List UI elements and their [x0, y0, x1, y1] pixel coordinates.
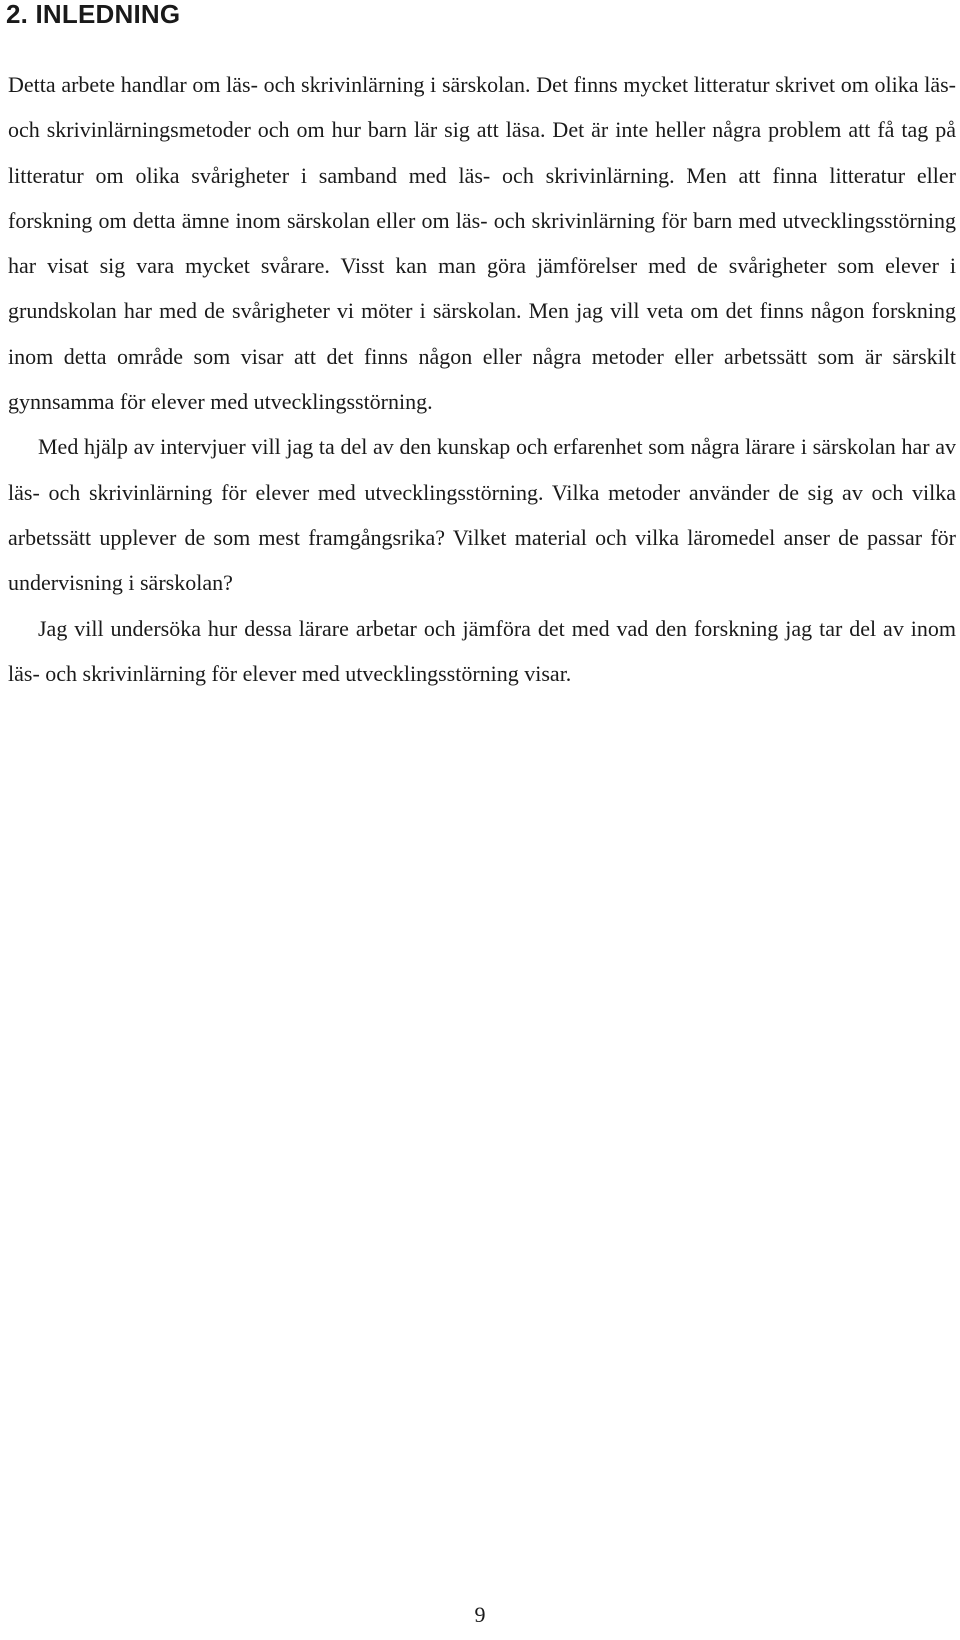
- paragraph-intro: Detta arbete handlar om läs- och skrivinlärning i särskolan. Det finns mycket litteratur skrivet om olika läs- och skrivinlärningsmetoder och om hur barn lär sig att läsa. Det är inte heller några problem att få tag på litteratur om olika svårigheter i samband med läs- och skrivinlärning. Men att finna litteratur eller forskning om detta ämne inom särskolan eller om läs- och skrivinlärning för barn med utvecklingsstörning har visat sig vara mycket svårare. Visst kan man göra jämförelser med de svårigheter som elever i grundskolan har med de svårigheter vi möter i särskolan. Men jag vill veta om det finns någon forskning inom detta område som visar att det finns någon eller några metoder eller arbetssätt som är särskilt gynnsamma för elever med utvecklingsstörning.: [8, 72, 956, 415]
- page-number: 9: [474, 1602, 486, 1627]
- paragraph-research: Jag vill undersöka hur dessa lärare arbetar och jämföra det med vad den forskning jag tar del av inom läs- och skrivinlärning för elever med utvecklingsstörning visar.: [8, 615, 956, 686]
- section-heading: 2. INLEDNING: [6, 0, 181, 29]
- paragraph-interviews: Med hjälp av intervjuer vill jag ta del av den kunskap och erfarenhet som några lärare i särskolan har av läs- och skrivinlärning för elever med utvecklingsstörning. Vilka metoder använder de sig av och vilka arbetssätt upplever de som mest framgångsrika? Vilket material och vilka läromedel anser de passar för undervisning i särskolan?: [8, 434, 956, 596]
- body-text: [8, 62, 956, 696]
